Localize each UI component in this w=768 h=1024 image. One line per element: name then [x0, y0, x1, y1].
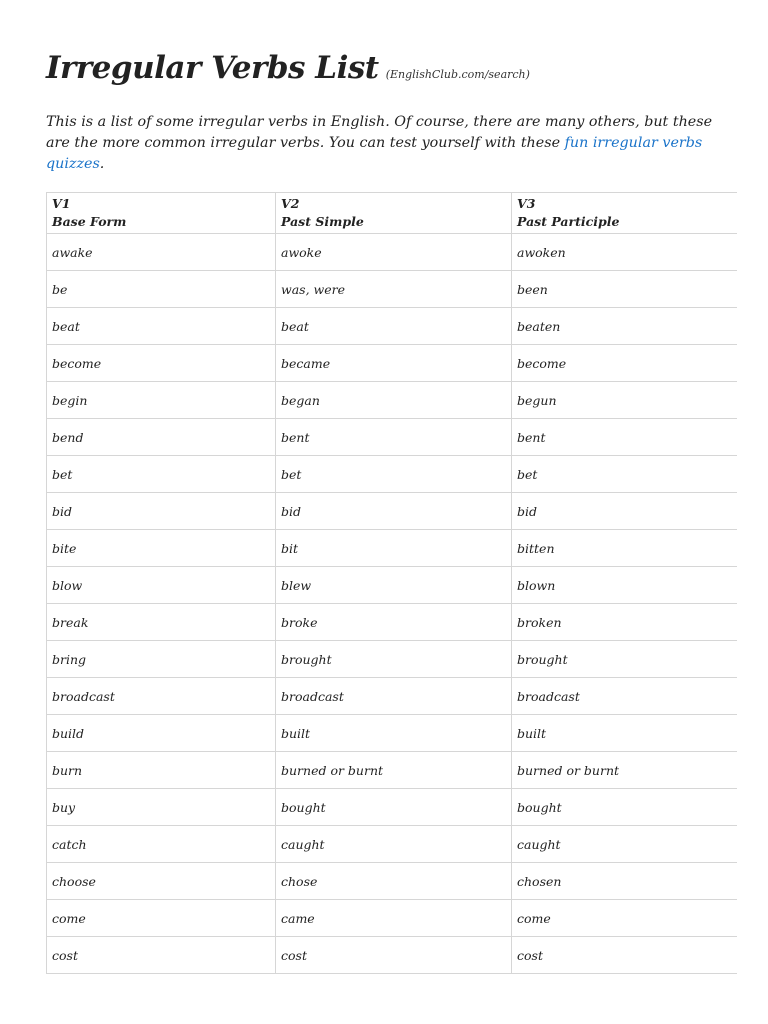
base-form-cell: broadcast — [47, 678, 276, 715]
table-row — [47, 937, 737, 974]
past-simple-cell: bet — [276, 456, 512, 493]
irregular-verbs-table — [46, 192, 737, 974]
past-participle-cell: bid — [512, 493, 737, 530]
table-row — [47, 826, 737, 863]
base-form-cell: break — [47, 604, 276, 641]
header-v2 — [276, 193, 512, 234]
past-simple-cell: bought — [276, 789, 512, 826]
header-v1 — [47, 193, 276, 234]
past-participle-cell: bet — [512, 456, 737, 493]
past-simple-cell: caught — [276, 826, 512, 863]
intro-paragraph — [46, 112, 736, 175]
past-simple-cell: was, were — [276, 271, 512, 308]
past-participle-cell: bitten — [512, 530, 737, 567]
past-simple-cell: broadcast — [276, 678, 512, 715]
past-participle-cell: brought — [512, 641, 737, 678]
past-participle-cell: begun — [512, 382, 737, 419]
past-simple-cell: awoke — [276, 234, 512, 271]
past-participle-cell: broadcast — [512, 678, 737, 715]
past-simple-cell: began — [276, 382, 512, 419]
base-form-cell: blow — [47, 567, 276, 604]
table-row — [47, 567, 737, 604]
table-row — [47, 715, 737, 752]
past-participle-cell: broken — [512, 604, 737, 641]
base-form-cell: beat — [47, 308, 276, 345]
base-form-cell: burn — [47, 752, 276, 789]
title-source: (EnglishClub.com/search) — [385, 68, 530, 81]
past-simple-cell: chose — [276, 863, 512, 900]
past-simple-cell: built — [276, 715, 512, 752]
base-form-cell: become — [47, 345, 276, 382]
base-form-cell: bring — [47, 641, 276, 678]
table-row — [47, 604, 737, 641]
table-row — [47, 308, 737, 345]
past-participle-cell: bent — [512, 419, 737, 456]
base-form-cell: come — [47, 900, 276, 937]
base-form-cell: cost — [47, 937, 276, 974]
document-page — [46, 50, 734, 974]
past-simple-cell: broke — [276, 604, 512, 641]
header-label: Past Participle — [517, 214, 620, 229]
base-form-cell: begin — [47, 382, 276, 419]
header-code: V3 — [517, 196, 536, 211]
past-participle-cell: caught — [512, 826, 737, 863]
past-participle-cell: built — [512, 715, 737, 752]
header-label: Base Form — [52, 214, 127, 229]
past-simple-cell: beat — [276, 308, 512, 345]
table-header-row — [47, 193, 737, 234]
table-row — [47, 641, 737, 678]
table-row — [47, 900, 737, 937]
past-simple-cell: became — [276, 345, 512, 382]
past-participle-cell: burned or burnt — [512, 752, 737, 789]
quizzes-link[interactable]: fun irregular verbs quizzes — [46, 135, 703, 172]
table-row — [47, 271, 737, 308]
base-form-cell: bet — [47, 456, 276, 493]
past-participle-cell: bought — [512, 789, 737, 826]
past-participle-cell: chosen — [512, 863, 737, 900]
past-simple-cell: bid — [276, 493, 512, 530]
past-participle-cell: blown — [512, 567, 737, 604]
table-row — [47, 752, 737, 789]
table-row — [47, 789, 737, 826]
base-form-cell: buy — [47, 789, 276, 826]
base-form-cell: bite — [47, 530, 276, 567]
table-row — [47, 863, 737, 900]
header-v3 — [512, 193, 737, 234]
base-form-cell: choose — [47, 863, 276, 900]
base-form-cell: be — [47, 271, 276, 308]
table-row — [47, 419, 737, 456]
table-row — [47, 530, 737, 567]
header-code: V1 — [52, 196, 71, 211]
past-participle-cell: been — [512, 271, 737, 308]
past-simple-cell: blew — [276, 567, 512, 604]
intro-text: This is a list of some irregular verbs in English. Of course, there are many others, but these are the more common irregular verbs. You can test yourself with these — [46, 114, 713, 151]
base-form-cell: build — [47, 715, 276, 752]
base-form-cell: bend — [47, 419, 276, 456]
base-form-cell: catch — [47, 826, 276, 863]
table-row — [47, 493, 737, 530]
past-participle-cell: awoken — [512, 234, 737, 271]
past-simple-cell: cost — [276, 937, 512, 974]
past-simple-cell: came — [276, 900, 512, 937]
table-row — [47, 345, 737, 382]
page-title: Irregular Verbs List — [46, 50, 379, 86]
past-participle-cell: come — [512, 900, 737, 937]
past-participle-cell: cost — [512, 937, 737, 974]
intro-after-link: . — [99, 156, 105, 172]
table-row — [47, 678, 737, 715]
table-row — [47, 456, 737, 493]
header-code: V2 — [281, 196, 300, 211]
header-label: Past Simple — [281, 214, 364, 229]
past-simple-cell: bent — [276, 419, 512, 456]
past-simple-cell: burned or burnt — [276, 752, 512, 789]
base-form-cell: awake — [47, 234, 276, 271]
past-simple-cell: bit — [276, 530, 512, 567]
past-participle-cell: beaten — [512, 308, 737, 345]
title-row — [46, 50, 734, 94]
table-row — [47, 234, 737, 271]
past-participle-cell: become — [512, 345, 737, 382]
past-simple-cell: brought — [276, 641, 512, 678]
table-body — [47, 234, 737, 974]
base-form-cell: bid — [47, 493, 276, 530]
table-row — [47, 382, 737, 419]
